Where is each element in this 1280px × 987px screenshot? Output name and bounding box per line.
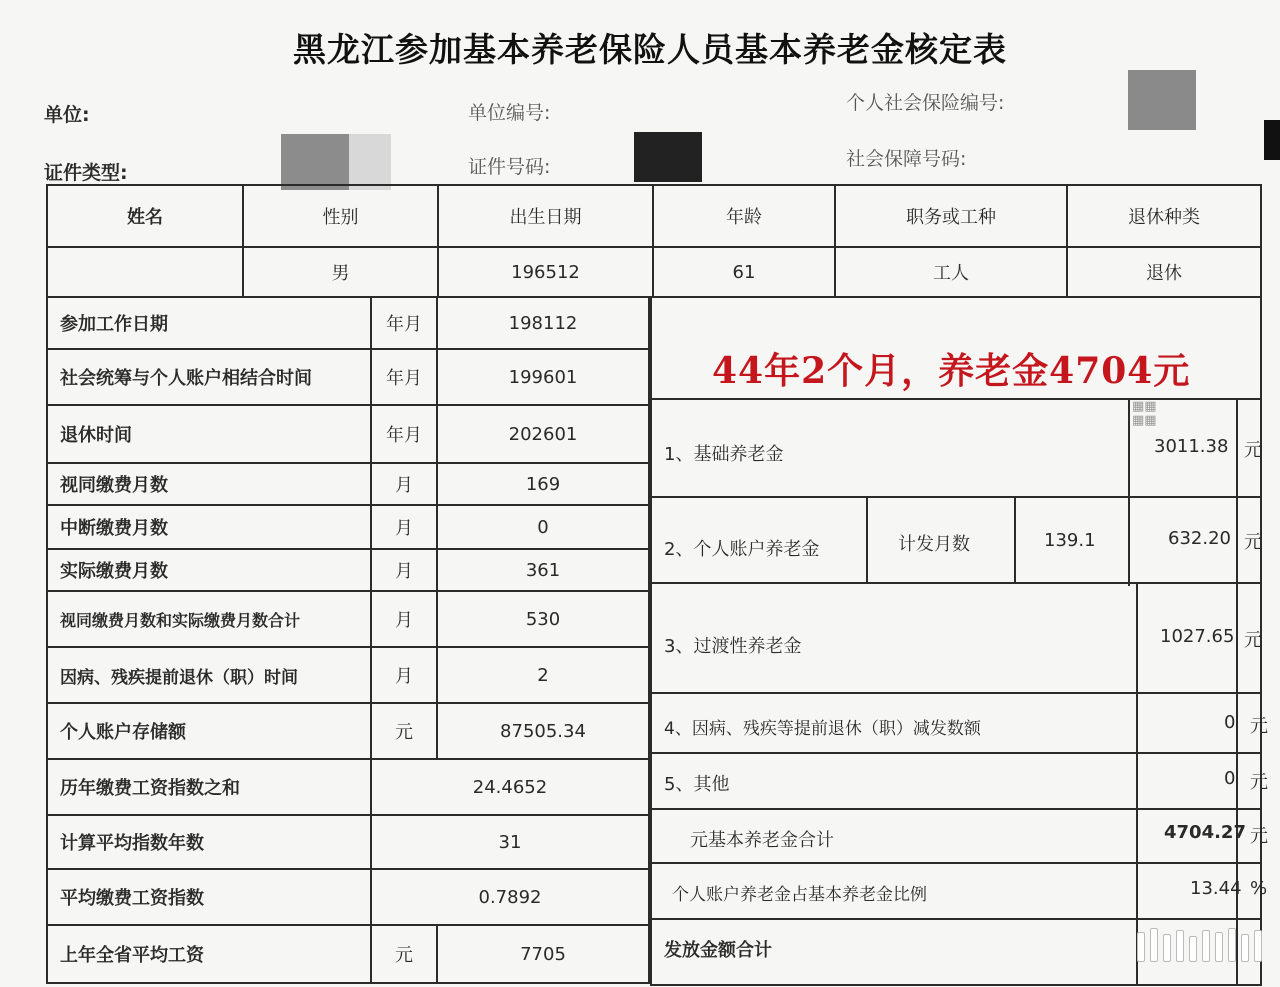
basic-pension-value: 3011.38 (1154, 436, 1229, 457)
row-unit: 元 (371, 703, 437, 759)
row-unit: 月 (371, 505, 437, 549)
row-value: 0 (437, 505, 649, 549)
basic-pension-unit: 元 (1244, 440, 1262, 461)
ratio-value: 13.44 (1190, 878, 1242, 899)
row-label: 中断缴费月数 (47, 505, 371, 549)
value-job: 工人 (835, 247, 1067, 297)
handwritten-note: 44年2个月，养老金4704元 (712, 350, 1191, 392)
header-job: 职务或工种 (835, 185, 1067, 247)
row-value: 199601 (437, 349, 649, 405)
row-label: 平均缴费工资指数 (47, 869, 371, 925)
row-unit: 年月 (371, 405, 437, 463)
other-value: 0 (1224, 768, 1236, 789)
personal-pension-label: 2、个人账户养老金 (664, 539, 820, 560)
row-unit: 月 (371, 549, 437, 591)
row-value: 87505.34 (437, 703, 649, 759)
redaction-block (1264, 120, 1280, 160)
row-unit: 月 (371, 463, 437, 505)
transition-pension-label: 3、过渡性养老金 (664, 636, 802, 657)
row-label: 上年全省平均工资 (47, 925, 371, 983)
divider (650, 862, 1262, 864)
header-birth: 出生日期 (438, 185, 653, 247)
work-record-table (46, 296, 650, 984)
divider (866, 496, 868, 582)
row-label: 参加工作日期 (47, 297, 371, 349)
row-value: 7705 (437, 925, 649, 983)
months-label: 计发月数 (898, 534, 970, 555)
divider (650, 496, 1262, 498)
row-label: 实际缴费月数 (47, 549, 371, 591)
reduction-value: 0 (1224, 712, 1236, 733)
grant-total-label: 发放金额合计 (664, 940, 772, 961)
row-value: 198112 (437, 297, 649, 349)
unit-label: 单位: (44, 104, 90, 126)
transition-pension-value: 1027.65 (1160, 626, 1235, 647)
personal-no-label: 个人社会保险编号: (846, 92, 1005, 114)
unit-no-label: 单位编号: (468, 102, 551, 124)
redaction-block (634, 132, 702, 182)
row-value: 31 (371, 815, 649, 869)
row-value: 530 (437, 591, 649, 647)
personal-pension-unit: 元 (1244, 532, 1262, 553)
divider (1136, 582, 1138, 986)
total-value: 4704.27 (1164, 822, 1246, 843)
basic-pension-label: 1、基础养老金 (664, 444, 784, 465)
watermark-bars (1137, 928, 1262, 962)
social-no-label: 社会保障号码: (846, 148, 967, 170)
divider (650, 808, 1262, 810)
row-unit: 年月 (371, 349, 437, 405)
other-unit: 元 (1250, 772, 1268, 793)
divider (650, 398, 1262, 400)
id-no-label: 证件号码: (468, 156, 551, 178)
row-label: 计算平均指数年数 (47, 815, 371, 869)
row-unit: 月 (371, 647, 437, 703)
row-label: 个人账户存储额 (47, 703, 371, 759)
row-value: 24.4652 (371, 759, 649, 815)
redaction-block (281, 134, 391, 190)
value-retire-type: 退休 (1067, 247, 1261, 297)
divider (1014, 496, 1016, 582)
other-label: 5、其他 (664, 774, 730, 795)
ratio-unit: % (1250, 878, 1268, 899)
divider (650, 918, 1262, 920)
row-label: 退休时间 (47, 405, 371, 463)
total-unit: 元 (1250, 826, 1268, 847)
row-label: 历年缴费工资指数之和 (47, 759, 371, 815)
personal-pension-value: 632.20 (1168, 528, 1231, 549)
header-name: 姓名 (47, 185, 243, 247)
total-label: 元基本养老金合计 (690, 830, 834, 851)
value-age: 61 (653, 247, 835, 297)
value-name (47, 247, 243, 297)
row-unit: 元 (371, 925, 437, 983)
row-label: 视同缴费月数 (47, 463, 371, 505)
id-type-label: 证件类型: (44, 162, 128, 184)
header-age: 年龄 (653, 185, 835, 247)
header-retire-type: 退休种类 (1067, 185, 1261, 247)
transition-pension-unit: 元 (1244, 630, 1262, 651)
ratio-label: 个人账户养老金占基本养老金比例 (672, 885, 927, 905)
reduction-label: 4、因病、残疾等提前退休（职）减发数额 (664, 719, 981, 739)
months-value: 139.1 (1044, 530, 1096, 551)
reduction-unit: 元 (1250, 716, 1268, 737)
person-table (46, 184, 1262, 298)
row-value: 2 (437, 647, 649, 703)
form-title: 黑龙江参加基本养老保险人员基本养老金核定表 (293, 30, 1007, 69)
divider (650, 752, 1262, 754)
row-value: 169 (437, 463, 649, 505)
row-unit: 年月 (371, 297, 437, 349)
faint-mark: ▦▦ ▦▦ (1132, 399, 1157, 428)
row-label: 因病、残疾提前退休（职）时间 (47, 647, 371, 703)
divider (1128, 398, 1130, 586)
row-value: 202601 (437, 405, 649, 463)
divider (650, 692, 1262, 694)
row-unit: 月 (371, 591, 437, 647)
row-value: 361 (437, 549, 649, 591)
redaction-block (1128, 70, 1196, 130)
row-label: 社会统筹与个人账户相结合时间 (47, 349, 371, 405)
value-birth: 196512 (438, 247, 653, 297)
divider (650, 582, 1262, 584)
value-gender: 男 (243, 247, 438, 297)
header-gender: 性别 (243, 185, 438, 247)
row-label: 视同缴费月数和实际缴费月数合计 (47, 591, 371, 647)
row-value: 0.7892 (371, 869, 649, 925)
